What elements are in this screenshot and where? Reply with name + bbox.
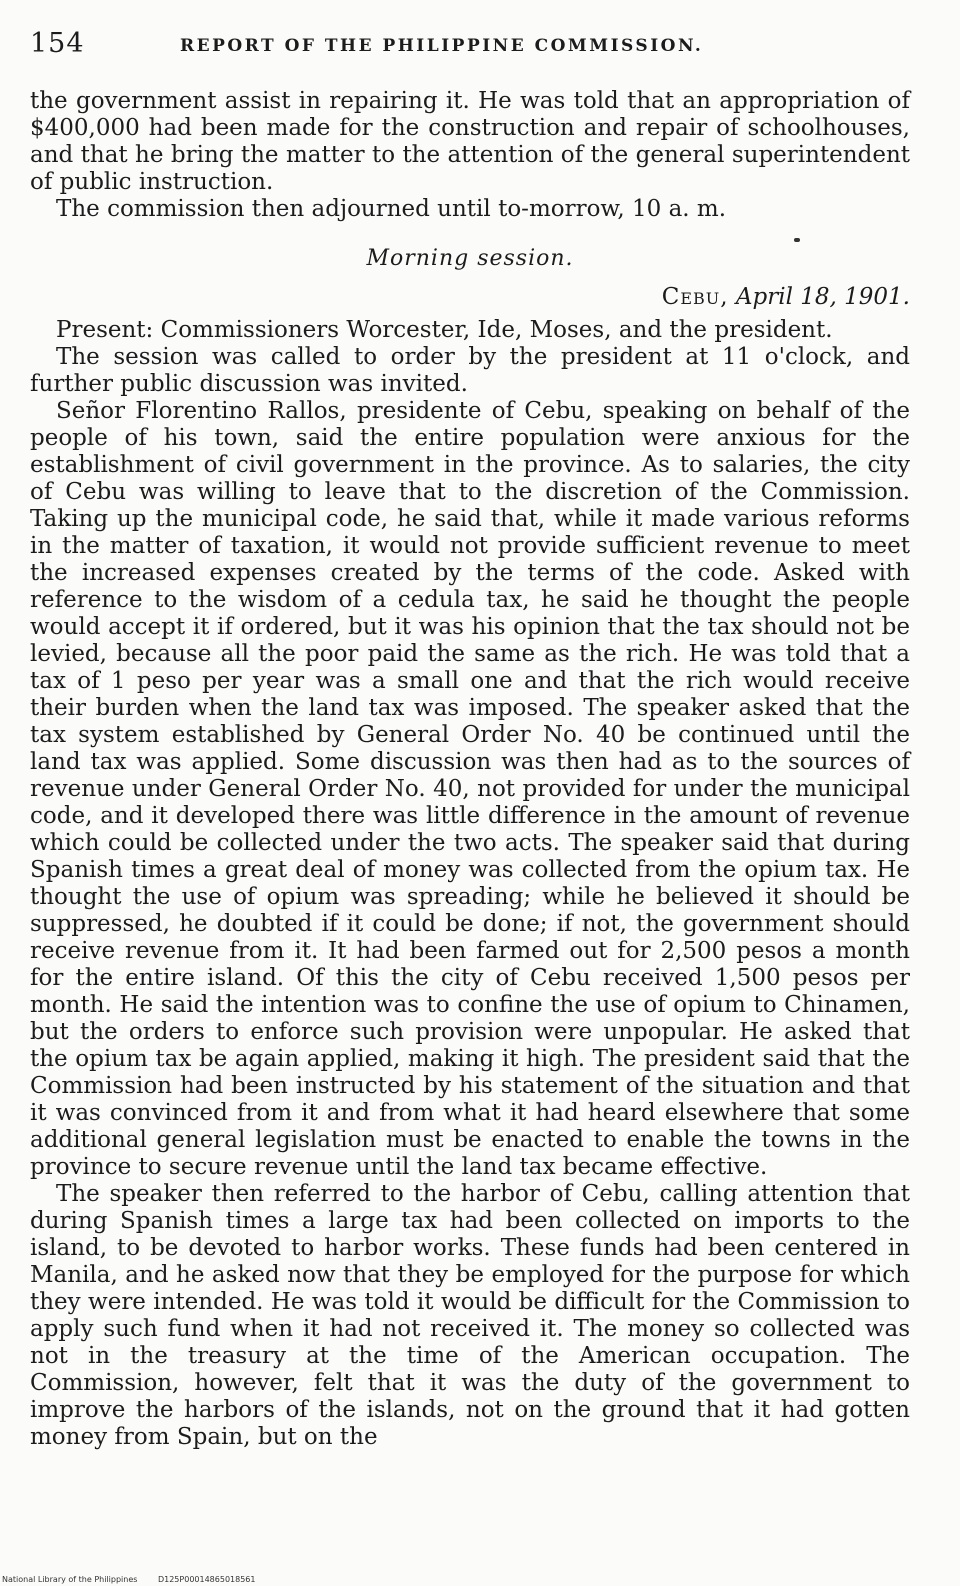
running-head: REPORT OF THE PHILIPPINE COMMISSION. [180,36,704,56]
footer-library: National Library of the Philippines [2,1575,138,1584]
paragraph-session: The session was called to order by the president at 11 o'clock, and further public discussion was invited. [30,344,910,397]
section-heading: Morning session. [366,246,574,271]
document-body [30,88,910,1451]
paragraph-rallos: Señor Florentino Rallos, presidente of Cebu, speaking on behalf of the people of his town, said the entire population were anxious for the establishment of civil government in the province. As to salaries, the city of Cebu was willing to leave that to the discretion of the Commission. Taking up the municipal code, he said that, while it made various reforms in the matter of taxation, it would not provide sufficient revenue to meet the increased expenses created by the terms of the code. Asked with reference to the wisdom of a cedula tax, he said he thought the people would accept it if ordered, but it was his opinion that the tax should not be levied, because all the poor paid the same as the rich. He was told that a tax of 1 peso per year was a small one and that the rich would receive their burden when the land tax was imposed. The speaker asked that the tax system established by General Order No. 40 be continued until the land tax was applied. Some discussion was then had as to the sources of revenue under General Order No. 40, not provided for under the municipal code, and it developed there was little difference in the amount of revenue which could be collected under the two acts. The speaker said that during Spanish times a great deal of money was collected from the opium tax. He thought the use of opium was spreading; while he believed it should be suppressed, he doubted if it could be done; if not, the government should receive revenue from it. It had been farmed out for 2,500 pesos a month for the entire island. Of this the city of Cebu received 1,500 pesos per month. He said the intention was to confine the use of opium to Chinamen, but the orders to enforce such provision were unpopular. He asked that the opium tax be again applied, making it high. The president said that the Commission had been instructed by his statement of the situation and that it was convinced from it and from what it had heard elsewhere that some additional general legislation must be enacted to enable the towns in the province to secure revenue until the land tax became effective. [30,398,910,1180]
paragraph-continued: the government assist in repairing it. He was told that an appropriation of $400,000 had been made for the construction and repair of schoolhouses, and that he bring the matter to the attention of the general superintendent of public instruction. [30,88,910,195]
dateline [30,284,910,311]
footer-identifier: D125P00014865018561 [157,1575,256,1584]
page-number: 154 [30,28,85,59]
dateline-date: April 18, 1901. [735,284,910,310]
paragraph-present: Present: Commissioners Worcester, Ide, Moses, and the president. [56,317,833,343]
dateline-place: Cebu, [661,284,729,310]
paragraph-harbor: The speaker then referred to the harbor of Cebu, calling attention that during Spanish times a large tax had been collected on imports to the island, to be devoted to harbor works. These funds had been centered in Manila, and he asked now that they be employed for the purpose for which they were intended. He was told it would be difficult for the Commission to apply such fund when it had not received it. The money so collected was not in the treasury at the time of the American occupation. The Commission, however, felt that it was the duty of the government to improve the harbors of the islands, not on the ground that it had gotten money from Spain, but on the [30,1181,910,1450]
paragraph-adjourned: The commission then adjourned until to-morrow, 10 a. m. [56,196,727,222]
page-footer [0,1575,960,1584]
page-header [30,28,910,68]
